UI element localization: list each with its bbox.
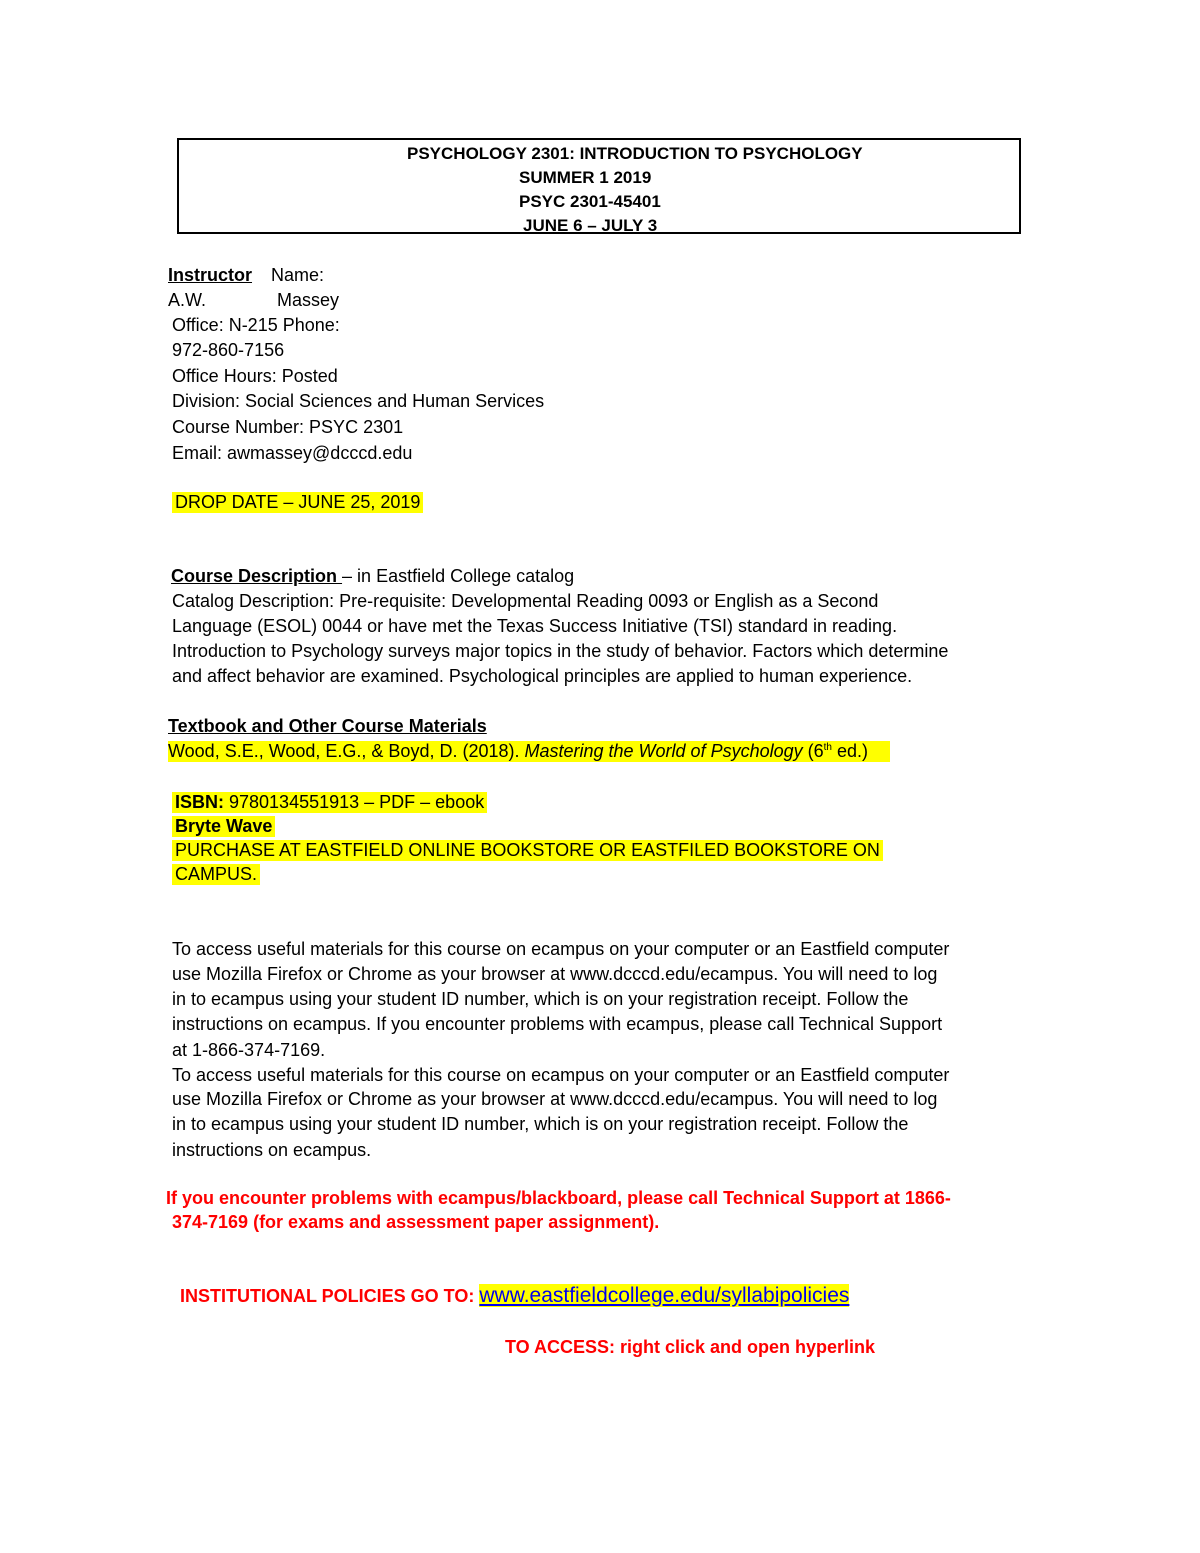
citation-title: Mastering the World of Psychology [524, 741, 803, 761]
access-para-1-line: in to ecampus using your student ID number, which is on your registration receipt. Follow the [172, 989, 909, 1009]
policies-row [180, 1284, 849, 1308]
course-term: SUMMER 1 2019 [519, 168, 652, 187]
access-para-1-line: instructions on ecampus. If you encounter problems with ecampus, please call Technical Support [172, 1014, 943, 1034]
purchase-line-1: PURCHASE AT EASTFIELD ONLINE BOOKSTORE OR EASTFILED BOOKSTORE ON [172, 840, 883, 861]
instructor-heading: Instructor [168, 265, 253, 285]
policies-access-note: TO ACCESS: right click and open hyperlink [505, 1337, 876, 1357]
citation-edition-open: (6 [802, 741, 824, 761]
access-para-2-line: instructions on ecampus. [172, 1140, 372, 1160]
access-para-2-line: in to ecampus using your student ID number, which is on your registration receipt. Follow the [172, 1114, 909, 1134]
instructor-name-label: Name: [271, 265, 325, 285]
catalog-line: Language (ESOL) 0044 or have met the Texas Success Initiative (TSI) standard in reading. [172, 616, 898, 636]
access-para-1-line: use Mozilla Firefox or Chrome as your browser at www.dcccd.edu/ecampus. You will need to log [172, 964, 938, 984]
textbook-citation [168, 741, 890, 762]
instructor-name [168, 290, 340, 311]
policies-link[interactable]: www.eastfieldcollege.edu/syllabipolicies [479, 1284, 850, 1307]
textbook-heading: Textbook and Other Course Materials [168, 716, 487, 736]
course-title: PSYCHOLOGY 2301: INTRODUCTION TO PSYCHOLOGY [407, 144, 863, 163]
course-description-suffix: – in Eastfield College catalog [342, 566, 575, 586]
catalog-line: Catalog Description: Pre-requisite: Developmental Reading 0093 or English as a Second [172, 591, 879, 611]
textbook-vendor: Bryte Wave [172, 816, 275, 837]
instructor-hours: Office Hours: Posted [172, 366, 338, 386]
policies-label: INSTITUTIONAL POLICIES GO TO: [180, 1286, 480, 1306]
isbn-value: 9780134551913 – PDF – ebook [224, 792, 485, 812]
instructor-email: Email: awmassey@dcccd.edu [172, 443, 413, 463]
catalog-line: Introduction to Psychology surveys major topics in the study of behavior. Factors which determine [172, 641, 949, 661]
instructor-surname: Massey [277, 290, 340, 310]
citation-edition-sup: th [823, 742, 832, 753]
course-section: PSYC 2301-45401 [519, 192, 661, 211]
instructor-phone: 972-860-7156 [172, 340, 285, 360]
course-dates: JUNE 6 – JULY 3 [523, 216, 658, 235]
citation-authors: Wood, S.E., Wood, E.G., & Boyd, D. (2018). [168, 741, 525, 761]
purchase-line-2: CAMPUS. [172, 864, 260, 885]
isbn-row [172, 792, 487, 813]
access-para-2-line: use Mozilla Firefox or Chrome as your browser at www.dcccd.edu/ecampus. You will need to log [172, 1089, 938, 1109]
access-para-2-line: To access useful materials for this course on ecampus on your computer or an Eastfield computer [172, 1065, 950, 1085]
instructor-initials: A.W. [168, 290, 207, 310]
access-para-1-line: at 1-866-374-7169. [172, 1040, 326, 1060]
course-number: Course Number: PSYC 2301 [172, 417, 404, 437]
support-notice-line-2: 374-7169 (for exams and assessment paper assignment). [172, 1212, 660, 1232]
course-title-box [177, 138, 1021, 234]
catalog-line: and affect behavior are examined. Psychological principles are applied to human experience. [172, 666, 913, 686]
citation-edition-close: ed.) [831, 741, 869, 761]
access-para-1-line: To access useful materials for this course on ecampus on your computer or an Eastfield computer [172, 939, 950, 959]
course-description-heading-row [171, 566, 574, 587]
course-description-heading: Course Description [171, 566, 343, 586]
support-notice-line-1: If you encounter problems with ecampus/blackboard, please call Technical Support at 1866- [166, 1188, 951, 1208]
instructor-division: Division: Social Sciences and Human Services [172, 391, 545, 411]
drop-date: DROP DATE – JUNE 25, 2019 [172, 492, 423, 513]
instructor-office: Office: N-215 Phone: [172, 315, 340, 335]
isbn-label: ISBN: [175, 792, 224, 812]
instructor-heading-row [168, 265, 324, 286]
